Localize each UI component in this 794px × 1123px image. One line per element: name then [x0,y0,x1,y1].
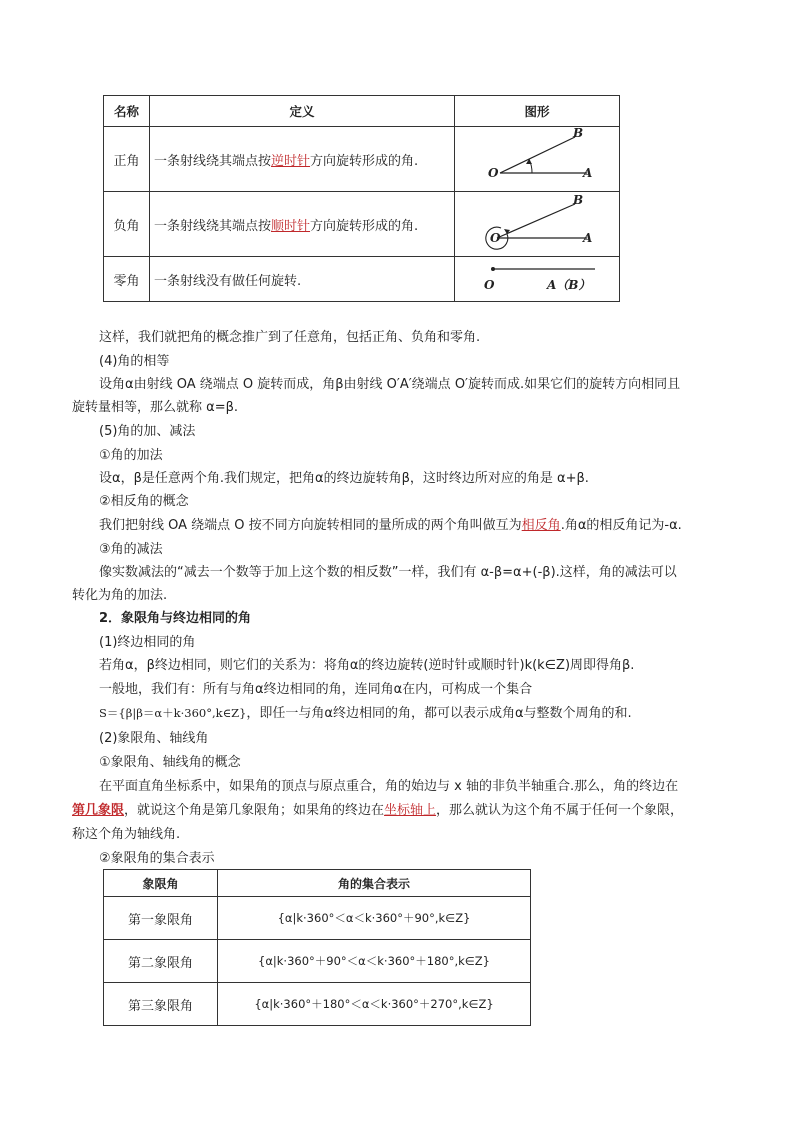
subheading: ①角的加法 [99,448,163,463]
subheading: (4)角的相等 [99,354,170,369]
paragraph: 转化为角的加法. [72,588,168,603]
quadrant-angle-table [103,869,531,1026]
key-term: 坐标轴上 [384,803,437,818]
key-term: 逆时针 [271,153,311,169]
row-name: 第三象限角 [104,983,218,1026]
svg-text:B: B [573,127,584,140]
paragraph: 旋转量相等，那么就称 α=β. [72,400,239,415]
row-name: 第二象限角 [104,940,218,983]
subheading: ③角的减法 [99,542,163,557]
row-definition: 一条射线没有做任何旋转. [150,257,455,302]
paragraph: 若角α，β终边相同，则它们的关系为：将角α的终边旋转(逆时针或顺时针)k(k∈Z)周即得角β. [99,658,635,673]
paragraph: 第几象限，就说这个角是第几象限角；如果角的终边在坐标轴上，那么就认为这个角不属于任何一个象限， [72,803,684,818]
table-header: 名称 [104,96,150,127]
subheading: (2)象限角、轴线角 [99,731,209,746]
table-header: 定义 [150,96,455,127]
section-heading: 2．象限角与终边相同的角 [99,611,252,626]
svg-text:A（B）: A（B） [547,278,591,292]
positive-angle-figure [455,127,620,192]
paragraph: 设角α由射线 OA 绕端点 O 旋转而成，角β由射线 O′A′绕端点 O′旋转而成.如果它们的旋转方向相同且 [99,377,681,392]
paragraph: 称这个角为轴线角. [72,827,181,842]
row-definition: 一条射线绕其端点按逆时针方向旋转形成的角. [150,127,455,192]
paragraph: 设α，β是任意两个角.我们规定，把角α的终边旋转角β，这时终边所对应的角是 α+β. [99,471,589,486]
paragraph: 在平面直角坐标系中，如果角的顶点与原点重合，角的始边与 x 轴的非负半轴重合.那么，角的终边在 [99,779,679,794]
paragraph: 我们把射线 OA 绕端点 O 按不同方向旋转相同的量所成的两个角叫做互为相反角.角α的相反角记为-α. [99,518,682,533]
paragraph: S＝{β|β＝α＋k·360°,k∈Z}，即任一与角α终边相同的角，都可以表示成角α与整数个周角的和. [99,706,632,721]
table-header: 角的集合表示 [218,870,531,897]
subheading: ②相反角的概念 [99,494,189,509]
row-definition: 一条射线绕其端点按顺时针方向旋转形成的角. [150,192,455,257]
subheading: ②象限角的集合表示 [99,851,215,866]
subheading: (5)角的加、减法 [99,424,196,439]
set-formula: {α|k·360°＜α＜k·360°＋90°,k∈Z} [218,897,531,940]
table-header: 图形 [455,96,620,127]
key-term: 相反角 [521,518,561,533]
set-formula: {α|k·360°＋90°＜α＜k·360°＋180°,k∈Z} [218,940,531,983]
negative-angle-figure [455,192,620,257]
paragraph: 一般地，我们有：所有与角α终边相同的角，连同角α在内，可构成一个集合 [99,682,533,697]
paragraph: 这样，我们就把角的概念推广到了任意角，包括正角、负角和零角. [99,330,481,345]
key-term: 第几象限 [72,803,125,818]
table-header: 象限角 [104,870,218,897]
paragraph: 像实数减法的“减去一个数等于加上这个数的相反数”一样，我们有 α-β=α+(-β).这样，角的减法可以 [99,565,677,580]
set-formula: {α|k·360°＋180°＜α＜k·360°＋270°,k∈Z} [218,983,531,1026]
svg-text:A: A [583,231,593,245]
row-name: 第一象限角 [104,897,218,940]
subheading: ①象限角、轴线角的概念 [99,755,241,770]
key-term: 顺时针 [271,218,311,234]
angle-types-table [103,95,620,302]
svg-text:O: O [484,278,495,292]
svg-text:O: O [490,231,501,245]
row-name: 正角 [104,127,150,192]
svg-text:O: O [488,166,499,180]
row-name: 负角 [104,192,150,257]
set-formula: S＝{β|β＝α＋k·360°,k∈Z} [99,706,247,720]
row-name: 零角 [104,257,150,302]
svg-text:A: A [583,166,593,180]
svg-text:B: B [573,193,584,207]
zero-angle-figure [455,257,620,302]
subheading: (1)终边相同的角 [99,635,196,650]
